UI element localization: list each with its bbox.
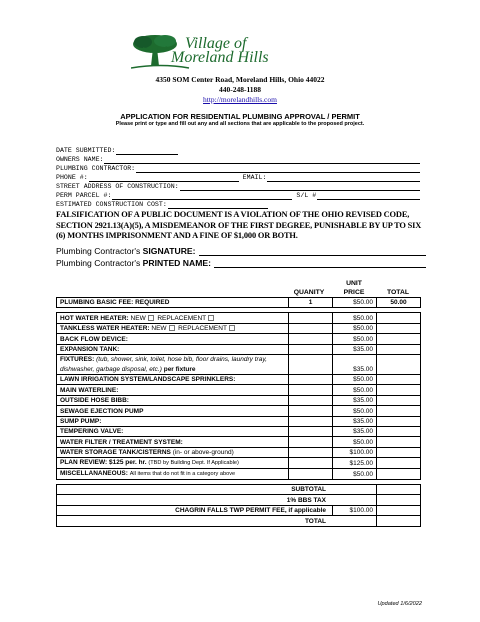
storage-tank-label: WATER STORAGE TANK/CISTERNS (in- or above-ground) [57, 447, 289, 457]
fee-table [56, 297, 421, 527]
lawn-irrigation-label: LAWN IRRIGATION SYSTEM/LANDSCAPE SPRINKLERS: [57, 374, 289, 384]
sewage-pump-label: SEWAGE EJECTION PUMP [57, 406, 289, 416]
printed-name-row [56, 258, 426, 268]
back-flow-total[interactable] [377, 334, 421, 344]
printed-name-prefix: Plumbing Contractor's [56, 258, 141, 268]
signature-prefix: Plumbing Contractor's [56, 246, 141, 256]
checkbox-icon[interactable] [148, 315, 154, 321]
estimated-cost-label: ESTIMATED CONSTRUCTION COST: [56, 201, 167, 208]
signature-row [56, 246, 426, 256]
address: 4350 SOM Center Road, Moreland Hills, Ohio 44022 [155, 75, 325, 84]
miscellaneous-label: MISCELLANANEOUS: All items that do not fit in a category above [57, 469, 289, 480]
expansion-quantity[interactable] [289, 344, 333, 354]
tempering-valve-label: TEMPERING VALVE: [57, 426, 289, 436]
table-row [57, 495, 421, 505]
main-waterline-quantity[interactable] [289, 385, 333, 395]
lawn-quantity[interactable] [289, 374, 333, 384]
falsification-warning: FALSIFICATION OF A PUBLIC DOCUMENT IS A VIOLATION OF THE OHIO REVISED CODE, SECTION 2921.13(A)(5), A MISDEMEANOR OF THE FIRST DEGREE, PUNISHABLE BY UP TO SIX (6) MONTHS IMPRISONMENT AND A FINE OF $1,000 OR BOTH. [56, 210, 422, 240]
estimated-cost-row [56, 200, 420, 209]
tankless-quantity[interactable] [289, 323, 333, 333]
chagrin-fee-price: $100.00 [333, 505, 377, 515]
table-row [57, 505, 421, 515]
phone-number: 440-248-1188 [218, 85, 262, 94]
hot-water-price: $50.00 [333, 313, 377, 323]
plumbing-contractor-row [56, 164, 420, 173]
subtotal-label: SUBTOTAL [57, 485, 377, 495]
phone-label: PHONE #: [56, 174, 88, 181]
table-row [57, 458, 421, 469]
table-row [57, 395, 421, 405]
main-waterline-total[interactable] [377, 385, 421, 395]
misc-price: $50.00 [333, 469, 377, 480]
phone-field[interactable] [89, 175, 239, 182]
main-waterline-price: $50.00 [333, 385, 377, 395]
plan-review-quantity[interactable] [289, 458, 333, 469]
email-field[interactable] [267, 175, 420, 182]
table-row [57, 298, 421, 308]
owners-name-label: OWNERS NAME: [56, 156, 104, 163]
street-address-field[interactable] [180, 184, 420, 191]
sewage-total[interactable] [377, 406, 421, 416]
lawn-total[interactable] [377, 374, 421, 384]
website-link[interactable]: http://morelandhills.com [203, 95, 277, 104]
sump-price: $35.00 [333, 416, 377, 426]
total-value[interactable] [377, 516, 421, 526]
chagrin-fee-total[interactable] [377, 505, 421, 515]
perm-parcel-label: PERM PARCEL #: [56, 192, 112, 199]
price-header: PRICE [343, 289, 365, 296]
fixtures-quantity[interactable] [289, 354, 333, 374]
storage-quantity[interactable] [289, 447, 333, 457]
basic-fee-total: 50.00 [377, 298, 421, 308]
filter-quantity[interactable] [289, 437, 333, 447]
sump-pump-label: SUMP PUMP: [57, 416, 289, 426]
back-flow-label: BACK FLOW DEVICE: [57, 334, 289, 344]
sl-label: S/L # [296, 192, 317, 199]
signature-field[interactable] [199, 248, 426, 256]
table-row [57, 447, 421, 457]
hot-water-quantity[interactable] [289, 313, 333, 323]
perm-parcel-row [56, 191, 420, 200]
table-row [57, 313, 421, 323]
village-logo [131, 30, 361, 72]
date-submitted-label: DATE SUBMITTED: [56, 147, 116, 154]
bbs-tax-label: 1% BBS TAX [57, 495, 377, 505]
misc-quantity[interactable] [289, 469, 333, 480]
tankless-heater-label: TANKLESS WATER HEATER: NEW REPLACEMENT [57, 323, 289, 333]
tempering-quantity[interactable] [289, 426, 333, 436]
basic-fee-price: $50.00 [333, 298, 377, 308]
table-row [57, 354, 421, 374]
date-submitted-row [56, 146, 420, 155]
storage-total[interactable] [377, 447, 421, 457]
street-address-row [56, 182, 420, 191]
email-label: EMAIL: [242, 174, 267, 181]
checkbox-icon[interactable] [229, 325, 235, 331]
estimated-cost-field[interactable] [168, 202, 268, 209]
checkbox-icon[interactable] [208, 315, 214, 321]
phone-email-row [56, 173, 420, 182]
total-header: TOTAL [386, 289, 410, 296]
storage-price: $100.00 [333, 447, 377, 457]
total-label: TOTAL [57, 516, 377, 526]
printed-name-field[interactable] [214, 260, 426, 268]
street-address-label: STREET ADDRESS OF CONSTRUCTION: [56, 183, 179, 190]
form-subtitle: Please print or type and fill out any and all sections that are applicable to the proposed project. [115, 121, 365, 127]
table-row [57, 323, 421, 333]
table-row [57, 344, 421, 354]
table-row [57, 334, 421, 344]
table-row [57, 385, 421, 395]
hose-bibb-price: $35.00 [333, 395, 377, 405]
table-row [57, 437, 421, 447]
table-row [57, 416, 421, 426]
tempering-total[interactable] [377, 426, 421, 436]
fixtures-price: $35.00 [333, 354, 377, 374]
sewage-quantity[interactable] [289, 406, 333, 416]
fixtures-label: FIXTURES: (tub, shower, sink, toilet, hose bib, floor drains, laundry tray, dishwasher, garbage disposal, etc.) per fixture [57, 354, 289, 374]
plan-review-price: $125.00 [333, 458, 377, 469]
sewage-price: $50.00 [333, 406, 377, 416]
sump-total[interactable] [377, 416, 421, 426]
back-flow-quantity[interactable] [289, 334, 333, 344]
signature-label: SIGNATURE: [142, 246, 196, 256]
hose-bibb-quantity[interactable] [289, 395, 333, 405]
sump-quantity[interactable] [289, 416, 333, 426]
basic-fee-quantity: 1 [289, 298, 333, 308]
printed-name-label: PRINTED NAME: [142, 258, 211, 268]
expansion-price: $35.00 [333, 344, 377, 354]
tempering-price: $35.00 [333, 426, 377, 436]
table-row [57, 426, 421, 436]
plumbing-contractor-label: PLUMBING CONTRACTOR: [56, 165, 136, 172]
table-row [57, 374, 421, 384]
owners-name-field[interactable] [104, 157, 420, 164]
expansion-total[interactable] [377, 344, 421, 354]
perm-parcel-field[interactable] [112, 193, 292, 200]
water-filter-label: WATER FILTER / TREATMENT SYSTEM: [57, 437, 289, 447]
table-row [57, 469, 421, 480]
subtotal-value[interactable] [377, 485, 421, 495]
sl-field[interactable] [317, 193, 420, 200]
filter-price: $50.00 [333, 437, 377, 447]
lawn-price: $50.00 [333, 374, 377, 384]
logo-text-moreland: Moreland Hills [171, 49, 269, 66]
hose-bibb-total[interactable] [377, 395, 421, 405]
table-row [57, 406, 421, 416]
misc-total[interactable] [377, 469, 421, 480]
filter-total[interactable] [377, 437, 421, 447]
chagrin-fee-label: CHAGRIN FALLS TWP PERMIT FEE, if applicable [57, 505, 333, 515]
hose-bibb-label: OUTSIDE HOSE BIBB: [57, 395, 289, 405]
fixtures-total[interactable] [377, 354, 421, 374]
tankless-price: $50.00 [333, 323, 377, 333]
form-title: APPLICATION FOR RESIDENTIAL PLUMBING APPROVAL / PERMIT [120, 112, 360, 121]
bbs-tax-value[interactable] [377, 495, 421, 505]
plan-review-total[interactable] [377, 458, 421, 469]
applicant-fields [56, 146, 420, 209]
quantity-header: QUANITY [293, 289, 325, 296]
table-row [57, 485, 421, 495]
logo-text-village: Village of [185, 35, 247, 52]
expansion-tank-label: EXPANSION TANK: [57, 344, 289, 354]
date-submitted-field[interactable] [116, 148, 178, 155]
owners-name-row [56, 155, 420, 164]
basic-fee-label: PLUMBING BASIC FEE: REQUIRED [57, 298, 289, 308]
back-flow-price: $50.00 [333, 334, 377, 344]
hot-water-heater-label: HOT WATER HEATER: NEW REPLACEMENT [57, 313, 289, 323]
main-waterline-label: MAIN WATERLINE: [57, 385, 289, 395]
table-row [57, 516, 421, 526]
hot-water-total[interactable] [377, 313, 421, 323]
unit-header: UNIT [346, 280, 362, 287]
plumbing-contractor-field[interactable] [136, 166, 420, 173]
checkbox-icon[interactable] [169, 325, 175, 331]
plan-review-label: PLAN REVIEW: $125 per. hr. (TBD by Building Dept. If Applicable) [57, 458, 289, 469]
tankless-total[interactable] [377, 323, 421, 333]
updated-date: Updated 1/6/2022 [377, 601, 422, 607]
